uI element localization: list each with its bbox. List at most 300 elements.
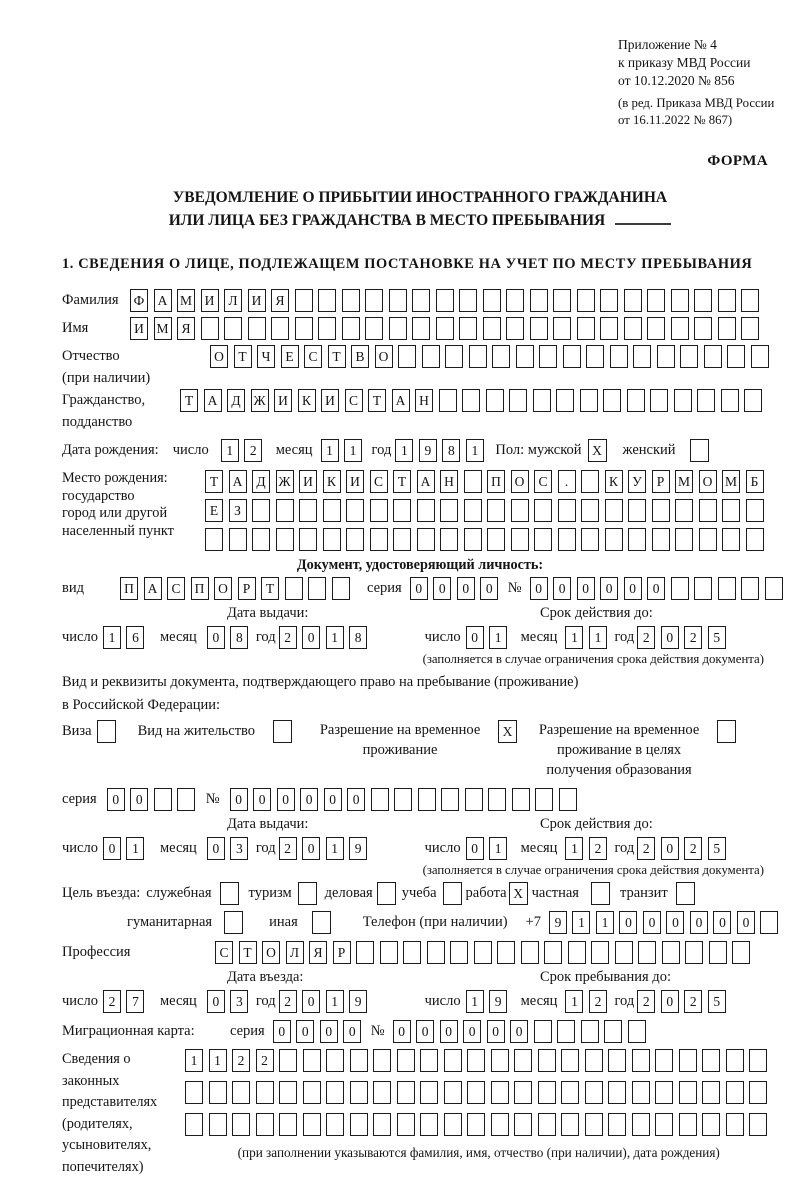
char-cell[interactable]: У <box>628 470 646 493</box>
char-cell[interactable]: С <box>345 389 363 412</box>
char-cell[interactable]: 8 <box>230 626 248 649</box>
char-cell[interactable] <box>749 1049 767 1072</box>
char-cell[interactable] <box>469 345 487 368</box>
char-cell[interactable]: 2 <box>684 990 702 1013</box>
char-cell[interactable] <box>679 1081 697 1104</box>
char-cell[interactable]: 0 <box>463 1020 481 1043</box>
char-cell[interactable] <box>530 289 548 312</box>
char-cell[interactable]: 1 <box>489 837 507 860</box>
char-cell[interactable]: 0 <box>300 788 318 811</box>
char-cell[interactable] <box>751 345 769 368</box>
char-cell[interactable] <box>657 345 675 368</box>
char-cell[interactable] <box>450 941 468 964</box>
char-cell[interactable]: М <box>154 317 172 340</box>
char-cell[interactable] <box>563 345 581 368</box>
char-cell[interactable] <box>403 941 421 964</box>
char-cell[interactable] <box>256 1081 274 1104</box>
char-cell[interactable]: 8 <box>349 626 367 649</box>
visa-checkbox[interactable] <box>97 720 116 743</box>
char-cell[interactable]: 0 <box>103 837 121 860</box>
char-cell[interactable] <box>685 941 703 964</box>
char-cell[interactable]: Н <box>440 470 458 493</box>
char-cell[interactable]: 0 <box>302 626 320 649</box>
char-cell[interactable] <box>675 528 693 551</box>
char-cell[interactable] <box>488 788 506 811</box>
char-cell[interactable]: 0 <box>107 788 125 811</box>
char-cell[interactable]: 0 <box>661 626 679 649</box>
char-cell[interactable]: Ф <box>130 289 148 312</box>
char-cell[interactable] <box>342 289 360 312</box>
char-cell[interactable]: З <box>229 499 247 522</box>
char-cell[interactable]: 0 <box>324 788 342 811</box>
char-cell[interactable] <box>749 1081 767 1104</box>
char-cell[interactable] <box>585 1081 603 1104</box>
char-cell[interactable] <box>422 345 440 368</box>
char-cell[interactable] <box>539 345 557 368</box>
char-cell[interactable] <box>514 1113 532 1136</box>
char-cell[interactable] <box>647 289 665 312</box>
char-cell[interactable]: 2 <box>637 990 655 1013</box>
char-cell[interactable]: Е <box>281 345 299 368</box>
char-cell[interactable]: 1 <box>596 911 614 934</box>
char-cell[interactable] <box>679 1113 697 1136</box>
char-cell[interactable]: 2 <box>103 990 121 1013</box>
char-cell[interactable] <box>722 499 740 522</box>
char-cell[interactable] <box>474 941 492 964</box>
char-cell[interactable] <box>557 1020 575 1043</box>
char-cell[interactable]: 0 <box>253 788 271 811</box>
char-cell[interactable] <box>209 1081 227 1104</box>
char-cell[interactable] <box>486 389 504 412</box>
char-cell[interactable]: 0 <box>690 911 708 934</box>
char-cell[interactable]: 1 <box>326 990 344 1013</box>
char-cell[interactable] <box>279 1113 297 1136</box>
char-cell[interactable] <box>439 389 457 412</box>
char-cell[interactable] <box>224 317 242 340</box>
char-cell[interactable]: О <box>214 577 232 600</box>
char-cell[interactable] <box>559 788 577 811</box>
char-cell[interactable] <box>420 1081 438 1104</box>
char-cell[interactable]: Т <box>368 389 386 412</box>
char-cell[interactable]: И <box>248 289 266 312</box>
char-cell[interactable]: 0 <box>666 911 684 934</box>
char-cell[interactable] <box>581 499 599 522</box>
char-cell[interactable]: 0 <box>466 837 484 860</box>
char-cell[interactable]: 5 <box>708 837 726 860</box>
char-cell[interactable] <box>492 345 510 368</box>
char-cell[interactable]: 0 <box>713 911 731 934</box>
char-cell[interactable] <box>746 499 764 522</box>
char-cell[interactable]: О <box>699 470 717 493</box>
char-cell[interactable] <box>397 1113 415 1136</box>
char-cell[interactable] <box>417 499 435 522</box>
char-cell[interactable]: А <box>154 289 172 312</box>
char-cell[interactable] <box>350 1049 368 1072</box>
char-cell[interactable]: Е <box>205 499 223 522</box>
char-cell[interactable] <box>440 499 458 522</box>
char-cell[interactable] <box>326 1113 344 1136</box>
char-cell[interactable] <box>506 289 524 312</box>
residence-permit-checkbox[interactable] <box>273 720 292 743</box>
char-cell[interactable]: С <box>370 470 388 493</box>
char-cell[interactable]: 0 <box>577 577 595 600</box>
char-cell[interactable] <box>465 788 483 811</box>
char-cell[interactable]: 0 <box>466 626 484 649</box>
char-cell[interactable] <box>232 1081 250 1104</box>
char-cell[interactable] <box>185 1113 203 1136</box>
char-cell[interactable] <box>350 1113 368 1136</box>
char-cell[interactable] <box>604 1020 622 1043</box>
char-cell[interactable]: 2 <box>684 626 702 649</box>
char-cell[interactable] <box>718 577 736 600</box>
char-cell[interactable] <box>276 528 294 551</box>
char-cell[interactable]: О <box>511 470 529 493</box>
char-cell[interactable] <box>397 1049 415 1072</box>
char-cell[interactable]: 0 <box>600 577 618 600</box>
char-cell[interactable]: . <box>558 470 576 493</box>
char-cell[interactable] <box>346 499 364 522</box>
char-cell[interactable] <box>694 577 712 600</box>
char-cell[interactable] <box>420 1049 438 1072</box>
char-cell[interactable] <box>655 1049 673 1072</box>
char-cell[interactable] <box>467 1113 485 1136</box>
char-cell[interactable] <box>605 528 623 551</box>
char-cell[interactable] <box>534 499 552 522</box>
char-cell[interactable] <box>638 941 656 964</box>
char-cell[interactable] <box>420 1113 438 1136</box>
char-cell[interactable]: П <box>120 577 138 600</box>
char-cell[interactable]: 0 <box>130 788 148 811</box>
char-cell[interactable] <box>718 317 736 340</box>
char-cell[interactable] <box>350 1081 368 1104</box>
char-cell[interactable]: 0 <box>530 577 548 600</box>
char-cell[interactable] <box>561 1113 579 1136</box>
char-cell[interactable] <box>538 1049 556 1072</box>
char-cell[interactable] <box>393 528 411 551</box>
char-cell[interactable]: 0 <box>433 577 451 600</box>
char-cell[interactable]: 2 <box>589 837 607 860</box>
temp-residence-checkbox[interactable]: X <box>498 720 517 743</box>
char-cell[interactable] <box>585 1049 603 1072</box>
char-cell[interactable]: 2 <box>279 837 297 860</box>
char-cell[interactable] <box>600 289 618 312</box>
char-cell[interactable] <box>299 499 317 522</box>
char-cell[interactable] <box>577 289 595 312</box>
char-cell[interactable] <box>412 289 430 312</box>
char-cell[interactable] <box>726 1081 744 1104</box>
char-cell[interactable] <box>671 317 689 340</box>
char-cell[interactable] <box>538 1081 556 1104</box>
char-cell[interactable] <box>356 941 374 964</box>
char-cell[interactable] <box>201 317 219 340</box>
char-cell[interactable] <box>491 1113 509 1136</box>
char-cell[interactable]: Т <box>328 345 346 368</box>
char-cell[interactable] <box>650 389 668 412</box>
char-cell[interactable] <box>749 1113 767 1136</box>
char-cell[interactable] <box>440 528 458 551</box>
char-cell[interactable] <box>332 577 350 600</box>
char-cell[interactable] <box>252 499 270 522</box>
char-cell[interactable] <box>726 1113 744 1136</box>
purpose-work-checkbox[interactable]: X <box>509 882 528 905</box>
char-cell[interactable] <box>699 499 717 522</box>
char-cell[interactable] <box>185 1081 203 1104</box>
char-cell[interactable] <box>487 499 505 522</box>
char-cell[interactable]: 1 <box>565 837 583 860</box>
char-cell[interactable] <box>674 389 692 412</box>
char-cell[interactable]: 1 <box>466 439 484 462</box>
char-cell[interactable]: 1 <box>565 990 583 1013</box>
char-cell[interactable] <box>760 911 778 934</box>
char-cell[interactable] <box>303 1049 321 1072</box>
char-cell[interactable]: 1 <box>344 439 362 462</box>
char-cell[interactable] <box>511 528 529 551</box>
char-cell[interactable]: 0 <box>510 1020 528 1043</box>
char-cell[interactable] <box>373 1113 391 1136</box>
char-cell[interactable] <box>581 528 599 551</box>
char-cell[interactable] <box>605 499 623 522</box>
char-cell[interactable] <box>521 941 539 964</box>
char-cell[interactable]: 0 <box>343 1020 361 1043</box>
char-cell[interactable]: А <box>392 389 410 412</box>
char-cell[interactable] <box>721 389 739 412</box>
char-cell[interactable] <box>741 577 759 600</box>
char-cell[interactable]: 1 <box>221 439 239 462</box>
char-cell[interactable] <box>346 528 364 551</box>
char-cell[interactable]: 3 <box>230 990 248 1013</box>
char-cell[interactable] <box>394 788 412 811</box>
char-cell[interactable] <box>373 1081 391 1104</box>
char-cell[interactable] <box>603 389 621 412</box>
char-cell[interactable] <box>444 1081 462 1104</box>
char-cell[interactable] <box>632 1049 650 1072</box>
char-cell[interactable] <box>252 528 270 551</box>
char-cell[interactable] <box>509 389 527 412</box>
char-cell[interactable]: 0 <box>457 577 475 600</box>
char-cell[interactable]: М <box>675 470 693 493</box>
char-cell[interactable]: 9 <box>489 990 507 1013</box>
char-cell[interactable] <box>389 317 407 340</box>
char-cell[interactable] <box>591 941 609 964</box>
char-cell[interactable] <box>727 345 745 368</box>
char-cell[interactable]: Я <box>177 317 195 340</box>
char-cell[interactable]: 0 <box>230 788 248 811</box>
char-cell[interactable]: 0 <box>416 1020 434 1043</box>
char-cell[interactable]: И <box>201 289 219 312</box>
char-cell[interactable]: 0 <box>207 837 225 860</box>
char-cell[interactable]: Ж <box>251 389 269 412</box>
purpose-business-checkbox[interactable] <box>377 882 396 905</box>
char-cell[interactable] <box>418 788 436 811</box>
char-cell[interactable] <box>365 317 383 340</box>
char-cell[interactable] <box>370 499 388 522</box>
char-cell[interactable]: 0 <box>619 911 637 934</box>
char-cell[interactable]: С <box>215 941 233 964</box>
char-cell[interactable] <box>276 499 294 522</box>
char-cell[interactable] <box>380 941 398 964</box>
char-cell[interactable] <box>483 289 501 312</box>
char-cell[interactable] <box>318 289 336 312</box>
char-cell[interactable] <box>444 1049 462 1072</box>
char-cell[interactable]: 0 <box>277 788 295 811</box>
char-cell[interactable] <box>624 317 642 340</box>
char-cell[interactable] <box>285 577 303 600</box>
char-cell[interactable] <box>702 1081 720 1104</box>
char-cell[interactable] <box>398 345 416 368</box>
char-cell[interactable]: А <box>417 470 435 493</box>
purpose-transit-checkbox[interactable] <box>676 882 695 905</box>
char-cell[interactable]: И <box>130 317 148 340</box>
char-cell[interactable] <box>516 345 534 368</box>
char-cell[interactable]: И <box>346 470 364 493</box>
char-cell[interactable] <box>628 1020 646 1043</box>
char-cell[interactable] <box>389 289 407 312</box>
char-cell[interactable]: 0 <box>207 990 225 1013</box>
char-cell[interactable] <box>248 317 266 340</box>
char-cell[interactable]: 0 <box>440 1020 458 1043</box>
char-cell[interactable] <box>561 1081 579 1104</box>
char-cell[interactable]: О <box>210 345 228 368</box>
char-cell[interactable] <box>553 317 571 340</box>
char-cell[interactable] <box>580 389 598 412</box>
char-cell[interactable] <box>581 470 599 493</box>
char-cell[interactable] <box>205 528 223 551</box>
char-cell[interactable] <box>393 499 411 522</box>
char-cell[interactable]: 0 <box>393 1020 411 1043</box>
char-cell[interactable] <box>271 317 289 340</box>
char-cell[interactable] <box>600 317 618 340</box>
char-cell[interactable] <box>679 1049 697 1072</box>
char-cell[interactable] <box>558 528 576 551</box>
char-cell[interactable]: 2 <box>279 990 297 1013</box>
char-cell[interactable]: 0 <box>302 990 320 1013</box>
char-cell[interactable] <box>256 1113 274 1136</box>
char-cell[interactable] <box>303 1113 321 1136</box>
char-cell[interactable] <box>662 941 680 964</box>
char-cell[interactable] <box>279 1049 297 1072</box>
char-cell[interactable] <box>467 1081 485 1104</box>
purpose-study-checkbox[interactable] <box>443 882 462 905</box>
char-cell[interactable] <box>741 289 759 312</box>
char-cell[interactable] <box>561 1049 579 1072</box>
char-cell[interactable]: С <box>167 577 185 600</box>
char-cell[interactable]: 0 <box>347 788 365 811</box>
char-cell[interactable] <box>652 499 670 522</box>
char-cell[interactable]: 1 <box>103 626 121 649</box>
char-cell[interactable] <box>615 941 633 964</box>
char-cell[interactable] <box>632 1113 650 1136</box>
char-cell[interactable]: 9 <box>349 990 367 1013</box>
char-cell[interactable] <box>365 289 383 312</box>
char-cell[interactable] <box>702 1049 720 1072</box>
char-cell[interactable] <box>373 1049 391 1072</box>
char-cell[interactable] <box>436 317 454 340</box>
char-cell[interactable] <box>699 528 717 551</box>
char-cell[interactable] <box>568 941 586 964</box>
purpose-private-checkbox[interactable] <box>591 882 610 905</box>
char-cell[interactable] <box>459 289 477 312</box>
char-cell[interactable] <box>512 788 530 811</box>
char-cell[interactable]: В <box>351 345 369 368</box>
char-cell[interactable]: Ж <box>276 470 294 493</box>
char-cell[interactable]: 0 <box>296 1020 314 1043</box>
char-cell[interactable]: Н <box>415 389 433 412</box>
char-cell[interactable]: Ч <box>257 345 275 368</box>
char-cell[interactable]: 1 <box>589 626 607 649</box>
char-cell[interactable]: 2 <box>256 1049 274 1072</box>
char-cell[interactable]: 9 <box>549 911 567 934</box>
char-cell[interactable]: 1 <box>565 626 583 649</box>
char-cell[interactable]: 0 <box>207 626 225 649</box>
purpose-official-checkbox[interactable] <box>220 882 239 905</box>
char-cell[interactable]: С <box>304 345 322 368</box>
char-cell[interactable]: 0 <box>273 1020 291 1043</box>
char-cell[interactable] <box>530 317 548 340</box>
char-cell[interactable]: Т <box>205 470 223 493</box>
char-cell[interactable] <box>511 499 529 522</box>
char-cell[interactable] <box>177 788 195 811</box>
char-cell[interactable] <box>627 389 645 412</box>
char-cell[interactable] <box>608 1049 626 1072</box>
char-cell[interactable]: Т <box>393 470 411 493</box>
char-cell[interactable] <box>370 528 388 551</box>
char-cell[interactable] <box>675 499 693 522</box>
char-cell[interactable]: А <box>204 389 222 412</box>
purpose-humanitarian-checkbox[interactable] <box>224 911 243 934</box>
char-cell[interactable]: 2 <box>637 837 655 860</box>
purpose-tourism-checkbox[interactable] <box>298 882 317 905</box>
char-cell[interactable]: А <box>229 470 247 493</box>
char-cell[interactable] <box>577 317 595 340</box>
char-cell[interactable] <box>412 317 430 340</box>
char-cell[interactable]: 0 <box>410 577 428 600</box>
char-cell[interactable]: 0 <box>320 1020 338 1043</box>
char-cell[interactable] <box>632 1081 650 1104</box>
char-cell[interactable] <box>491 1081 509 1104</box>
char-cell[interactable] <box>652 528 670 551</box>
char-cell[interactable] <box>232 1113 250 1136</box>
purpose-other-checkbox[interactable] <box>312 911 331 934</box>
char-cell[interactable] <box>697 389 715 412</box>
char-cell[interactable] <box>732 941 750 964</box>
char-cell[interactable] <box>671 577 689 600</box>
char-cell[interactable] <box>765 577 783 600</box>
char-cell[interactable]: 0 <box>487 1020 505 1043</box>
char-cell[interactable] <box>585 1113 603 1136</box>
char-cell[interactable] <box>441 788 459 811</box>
char-cell[interactable] <box>726 1049 744 1072</box>
char-cell[interactable] <box>506 317 524 340</box>
char-cell[interactable] <box>371 788 389 811</box>
char-cell[interactable]: 2 <box>684 837 702 860</box>
char-cell[interactable]: Д <box>227 389 245 412</box>
char-cell[interactable] <box>326 1049 344 1072</box>
male-checkbox[interactable]: X <box>588 439 607 462</box>
temp-residence-edu-checkbox[interactable] <box>717 720 736 743</box>
char-cell[interactable] <box>295 289 313 312</box>
char-cell[interactable]: А <box>144 577 162 600</box>
char-cell[interactable] <box>342 317 360 340</box>
char-cell[interactable]: 2 <box>232 1049 250 1072</box>
char-cell[interactable] <box>436 289 454 312</box>
char-cell[interactable]: П <box>487 470 505 493</box>
char-cell[interactable]: 3 <box>230 837 248 860</box>
char-cell[interactable] <box>323 499 341 522</box>
char-cell[interactable] <box>303 1081 321 1104</box>
char-cell[interactable]: 1 <box>321 439 339 462</box>
char-cell[interactable]: С <box>534 470 552 493</box>
char-cell[interactable] <box>558 499 576 522</box>
